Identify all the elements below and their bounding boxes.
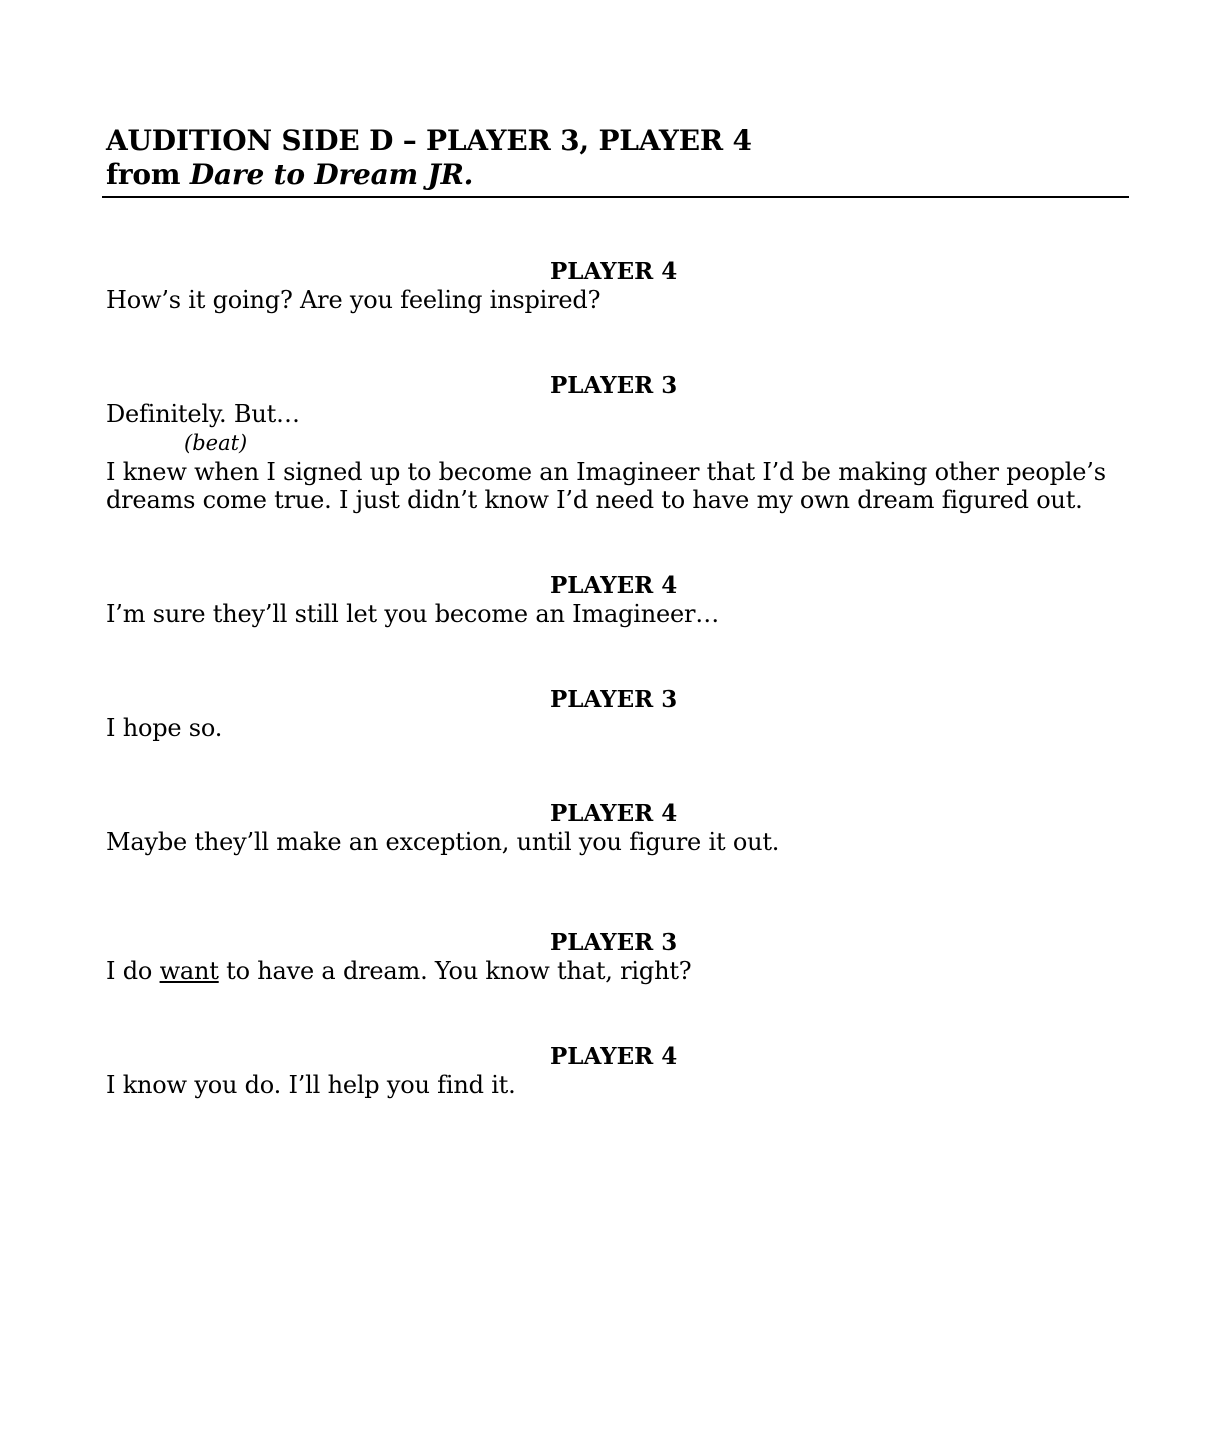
header-divider	[102, 196, 1129, 198]
line-text: to have a dream. You know that, right?	[226, 957, 692, 985]
dialogue-line: Maybe they’ll make an exception, until you figure it out.	[106, 828, 780, 856]
speaker-name: PLAYER 4	[550, 572, 678, 599]
line-text: I do	[106, 957, 153, 985]
header	[106, 124, 752, 192]
speaker-name: PLAYER 4	[550, 258, 678, 285]
dialogue-block	[106, 929, 1106, 985]
dialogue-block	[106, 1043, 1106, 1099]
dialogue-line: Definitely. But…	[106, 400, 300, 428]
page-title: AUDITION SIDE D – PLAYER 3, PLAYER 4	[106, 124, 752, 157]
show-title: Dare to Dream JR.	[189, 158, 474, 191]
parenthetical: (beat)	[184, 431, 248, 455]
dialogue-block	[106, 372, 1106, 514]
dialogue-line	[106, 957, 1106, 985]
dialogue-line: I’m sure they’ll still let you become an Imagineer…	[106, 600, 720, 628]
dialogue-line: dreams come true. I just didn’t know I’d need to have my own dream figured out.	[106, 486, 1083, 514]
speaker-name: PLAYER 3	[550, 372, 678, 399]
from-prefix: from	[106, 158, 181, 191]
speaker-name: PLAYER 4	[550, 800, 678, 827]
dialogue-block	[106, 800, 1106, 856]
dialogue-line: I hope so.	[106, 714, 223, 742]
speaker-name: PLAYER 3	[550, 686, 678, 713]
dialogue-block	[106, 572, 1106, 628]
dialogue-block	[106, 258, 1106, 314]
speaker-name: PLAYER 3	[550, 929, 678, 956]
dialogue-block	[106, 686, 1106, 742]
dialogue-line: How’s it going? Are you feeling inspired?	[106, 286, 601, 314]
dialogue-line: I knew when I signed up to become an Imagineer that I’d be making other people’s	[106, 458, 1106, 486]
speaker-name: PLAYER 4	[550, 1043, 678, 1070]
emphasized-word: want	[159, 957, 219, 985]
dialogue-line: I know you do. I’ll help you find it.	[106, 1071, 516, 1099]
subtitle	[106, 158, 752, 192]
